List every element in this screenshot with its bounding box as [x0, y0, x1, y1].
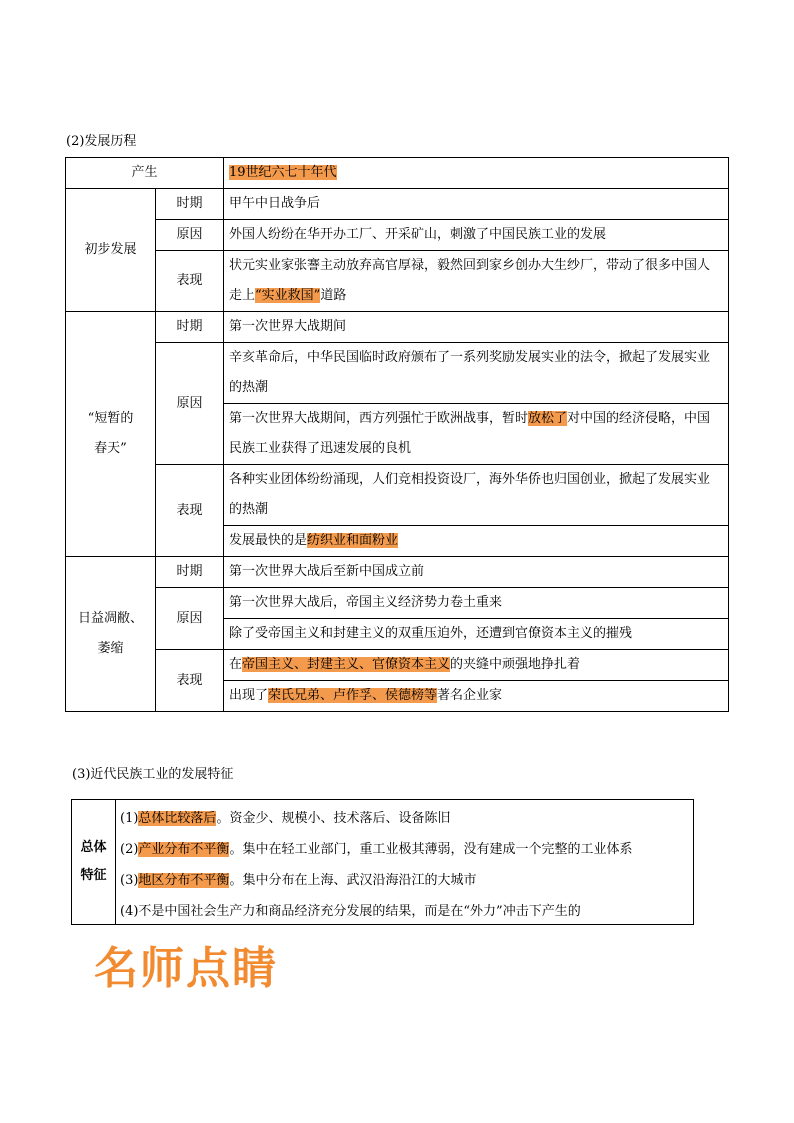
- stage3-reason-1: 第一次世界大战后，帝国主义经济势力卷土重来: [224, 588, 729, 619]
- stage3-performance-2: 出现了荣氏兄弟、卢作孚、侯德榜等著名企业家: [224, 681, 729, 712]
- stage-short-spring: “短暂的 春天”: [66, 312, 156, 557]
- overall-features-label: 总体 特征: [72, 800, 116, 924]
- stage2-period: 第一次世界大战期间: [224, 312, 729, 343]
- feature-item: (3)地区分布不平衡。集中分布在上海、武汉沿海沿江的大城市: [120, 873, 477, 888]
- reason-label: 原因: [156, 343, 224, 465]
- origin-label: 产生: [66, 158, 224, 189]
- teacher-tips-title: 名师点睛: [94, 943, 278, 994]
- origin-value: 19世纪六七十年代: [224, 158, 729, 189]
- stage2-reason-1: 辛亥革命后，中华民国临时政府颁布了一系列奖励发展实业的法令，掀起了发展实业的热潮: [224, 343, 729, 404]
- period-label: 时期: [156, 189, 224, 220]
- stage1-reason: 外国人纷纷在华开办工厂、开采矿山，刺激了中国民族工业的发展: [224, 220, 729, 251]
- stage1-performance: 状元实业家张謇主动放弃高官厚禄，毅然回到家乡创办大生纱厂，带动了很多中国人走上“实业救国”道路: [224, 251, 729, 312]
- stage3-period: 第一次世界大战后至新中国成立前: [224, 557, 729, 588]
- stage-initial-development: 初步发展: [66, 189, 156, 312]
- feature-item: (4)不是中国社会生产力和商品经济充分发展的结果，而是在“外力”冲击下产生的: [120, 904, 581, 919]
- stage3-performance-1: 在帝国主义、封建主义、官僚资本主义的夹缝中顽强地挣扎着: [224, 650, 729, 681]
- feature-item: (2)产业分布不平衡。集中在轻工业部门，重工业极其薄弱，没有建成一个完整的工业体系: [120, 842, 633, 857]
- reason-label: 原因: [156, 588, 224, 650]
- stage2-reason-2: 第一次世界大战期间，西方列强忙于欧洲战事，暂时放松了对中国的经济侵略，中国民族工业获得了迅速发展的良机: [224, 404, 729, 465]
- performance-label: 表现: [156, 465, 224, 557]
- features-list: [120, 803, 689, 927]
- reason-label: 原因: [156, 220, 224, 251]
- section-3-title: (3)近代民族工业的发展特征: [72, 767, 234, 782]
- stage-decline: 日益凋敝、 萎缩: [66, 557, 156, 712]
- development-table: [65, 157, 729, 712]
- stage3-reason-2: 除了受帝国主义和封建主义的双重压迫外，还遭到官僚资本主义的摧残: [224, 619, 729, 650]
- stage2-performance-1: 各种实业团体纷纷涌现，人们竞相投资设厂，海外华侨也归国创业，掀起了发展实业的热潮: [224, 465, 729, 526]
- feature-item: (1)总体比较落后。资金少、规模小、技术落后、设备陈旧: [120, 811, 451, 826]
- performance-label: 表现: [156, 251, 224, 312]
- features-box: [71, 799, 694, 925]
- stage1-period: 甲午中日战争后: [224, 189, 729, 220]
- period-label: 时期: [156, 557, 224, 588]
- performance-label: 表现: [156, 650, 224, 712]
- stage2-performance-2: 发展最快的是纺织业和面粉业: [224, 526, 729, 557]
- section-2-title: (2)发展历程: [66, 134, 137, 149]
- period-label: 时期: [156, 312, 224, 343]
